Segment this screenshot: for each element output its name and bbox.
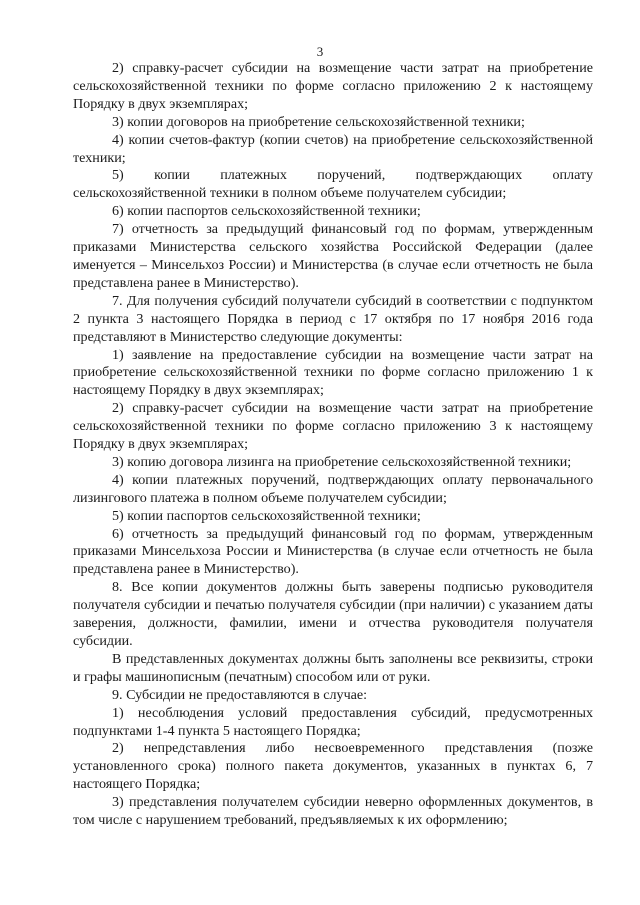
document-body [73, 60, 593, 830]
paragraph: 4) копии счетов-фактур (копии счетов) на приобретение сельскохозяйственной техники; [73, 131, 593, 166]
paragraph: 1) заявление на предоставление субсидии на возмещение части затрат на приобретение сельскохозяйственной техники по форме согласно приложению 1 к настоящему Порядку в двух экземплярах; [73, 346, 593, 399]
paragraph: 2) справку-расчет субсидии на возмещение части затрат на приобретение сельскохозяйственной техники по форме согласно приложению 3 к настоящему Порядку в двух экземплярах; [73, 400, 593, 453]
paragraph: 6) отчетность за предыдущий финансовый год по формам, утвержденным приказами Минсельхоза России и Министерства (в случае если отчетность не была представлена ранее в Министерство). [73, 525, 593, 578]
paragraph: 2) непредставления либо несвоевременного представления (позже установленного срока) полного пакета документов, указанных в пунктах 6, 7 настоящего Порядка; [73, 740, 593, 793]
paragraph: 8. Все копии документов должны быть заверены подписью руководителя получателя субсидии и печатью получателя субсидии (при наличии) с указанием даты заверения, должности, фамилии, имени и отчества руководителя получателя субсидии. [73, 579, 593, 649]
paragraph: 1) несоблюдения условий предоставления субсидий, предусмотренных подпунктами 1-4 пункта 5 настоящего Порядка; [73, 704, 593, 739]
paragraph: 2) справку-расчет субсидии на возмещение части затрат на приобретение сельскохозяйственной техники по форме согласно приложению 2 к настоящему Порядку в двух экземплярах; [73, 60, 593, 112]
paragraph: 4) копии платежных поручений, подтверждающих оплату первоначального лизингового платежа в полном объеме получателем субсидии; [73, 471, 593, 506]
paragraph: 7. Для получения субсидий получатели субсидий в соответствии с подпунктом 2 пункта 3 настоящего Порядка в период с 17 октября по 17 ноября 2016 года представляют в Министерство следующие документы: [73, 292, 593, 345]
paragraph: 3) копии договоров на приобретение сельскохозяйственной техники; [112, 113, 525, 130]
paragraph: 3) представления получателем субсидии неверно оформленных документов, в том числе с нарушением требований, предъявляемых к их оформлению; [73, 794, 593, 829]
paragraph: 9. Субсидии не предоставляются в случае: [112, 686, 368, 703]
paragraph: 5) копии паспортов сельскохозяйственной техники; [112, 507, 421, 524]
paragraph: В представленных документах должны быть заполнены все реквизиты, строки и графы машинописным (печатным) способом или от руки. [73, 650, 593, 685]
paragraph: 6) копии паспортов сельскохозяйственной техники; [112, 203, 421, 220]
paragraph: 5) копии платежных поручений, подтверждающих оплату сельскохозяйственной техники в полном объеме получателем субсидии; [73, 167, 593, 202]
page-number: 3 [316, 44, 324, 59]
paragraph: 7) отчетность за предыдущий финансовый год по формам, утвержденным приказами Министерства сельского хозяйства Российской Федерации (далее именуется – Минсельхоз России) и Министерства (в случае если отчетность не была представлена ранее в Министерство). [73, 221, 593, 291]
paragraph: 3) копию договора лизинга на приобретение сельскохозяйственной техники; [112, 453, 572, 470]
